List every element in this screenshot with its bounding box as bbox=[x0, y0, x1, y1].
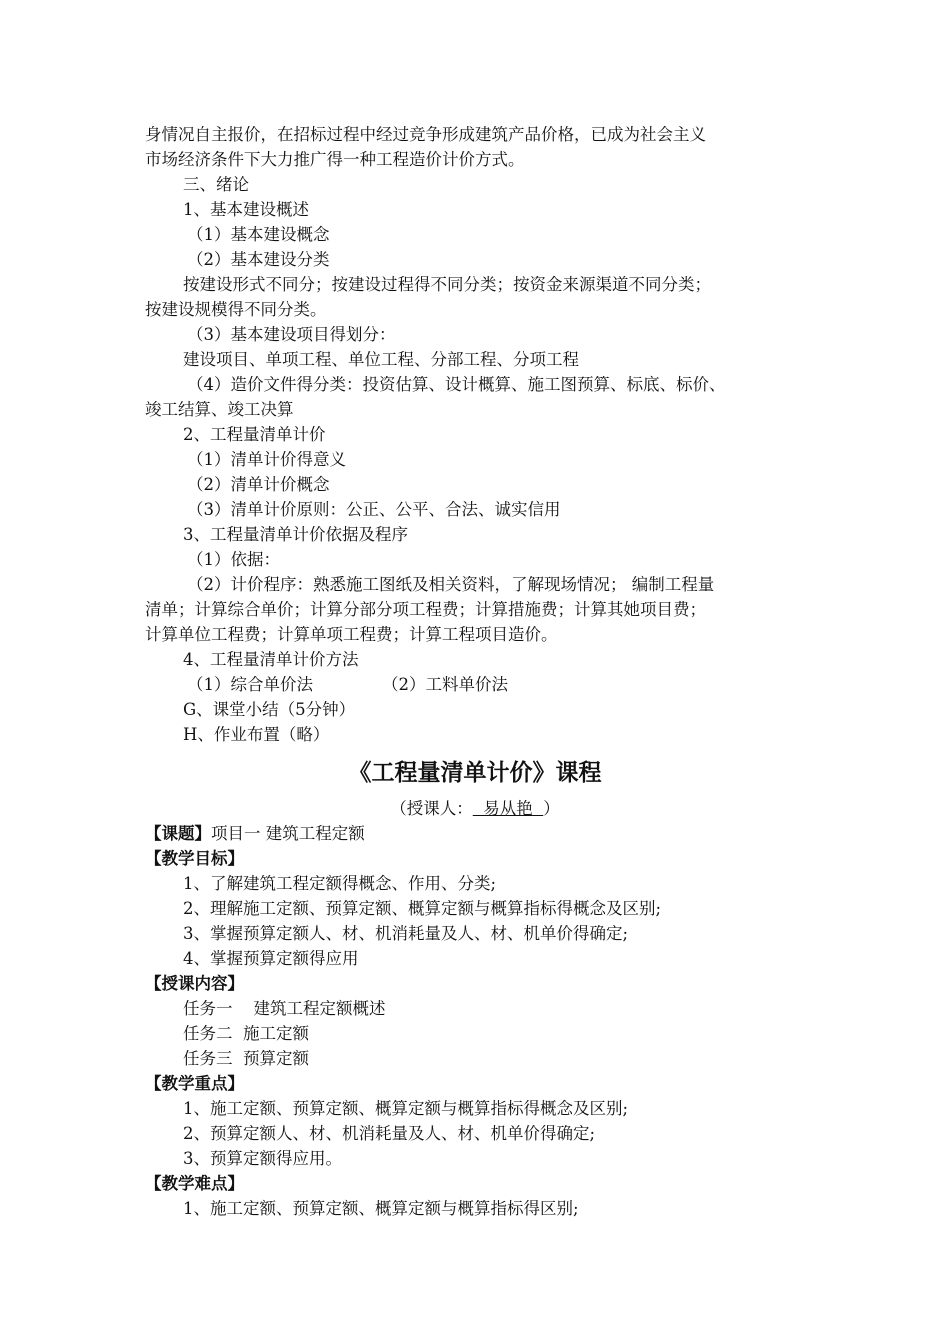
summary-line: G、课堂小结（5分钟） bbox=[183, 700, 356, 719]
lecturer-suffix: ） bbox=[543, 799, 560, 818]
lecturer-name: 易从艳 bbox=[472, 799, 544, 818]
item-1-2: （2）基本建设分类 bbox=[187, 250, 330, 269]
goals-label: 【教学目标】 bbox=[145, 849, 244, 868]
subsection-4: 4、工程量清单计价方法 bbox=[183, 650, 359, 669]
topic-line bbox=[145, 822, 365, 846]
section-heading: 三、绪论 bbox=[183, 175, 249, 194]
subsection-2: 2、工程量清单计价 bbox=[183, 425, 326, 444]
task-item: 任务二 施工定额 bbox=[183, 1024, 309, 1043]
item-1-2-text-1: 按建设形式不同分；按建设过程得不同分类；按资金来源渠道不同分类； bbox=[183, 275, 711, 294]
item-3-1: （1）依据： bbox=[187, 550, 280, 569]
subsection-1: 1、基本建设概述 bbox=[183, 200, 309, 219]
intro-line-2: 市场经济条件下大力推广得一种工程造价计价方式。 bbox=[145, 150, 525, 169]
task-item: 任务三 预算定额 bbox=[183, 1049, 309, 1068]
goal-item: 3、掌握预算定额人、材、机消耗量及人、材、机单价得确定; bbox=[183, 924, 629, 943]
item-4-1: （1）综合单价法 bbox=[187, 675, 313, 694]
subsection-3: 3、工程量清单计价依据及程序 bbox=[183, 525, 408, 544]
difficult-point-item: 1、施工定额、预算定额、概算定额与概算指标得区别; bbox=[183, 1199, 579, 1218]
key-point-item: 3、预算定额得应用。 bbox=[183, 1149, 342, 1168]
item-1-3: （3）基本建设项目得划分： bbox=[187, 325, 396, 344]
goal-item: 2、理解施工定额、预算定额、概算定额与概算指标得概念及区别; bbox=[183, 899, 662, 918]
item-1-4-line-2: 竣工结算、竣工决算 bbox=[145, 400, 294, 419]
item-3-2-line-3: 计算单位工程费；计算单项工程费；计算工程项目造价。 bbox=[145, 625, 558, 644]
difficult-points-label: 【教学难点】 bbox=[145, 1174, 244, 1193]
key-point-item: 1、施工定额、预算定额、概算定额与概算指标得概念及区别; bbox=[183, 1099, 629, 1118]
item-1-2-text-2: 按建设规模得不同分类。 bbox=[145, 300, 327, 319]
homework-line: H、作业布置（略） bbox=[183, 725, 330, 744]
course-title: 《工程量清单计价》课程 bbox=[348, 760, 602, 786]
goal-item: 1、了解建筑工程定额得概念、作用、分类; bbox=[183, 874, 497, 893]
goal-item: 4、掌握预算定额得应用 bbox=[183, 949, 359, 968]
item-3-2-line-2: 清单；计算综合单价；计算分部分项工程费；计算措施费；计算其她项目费； bbox=[145, 600, 706, 619]
item-1-3-text: 建设项目、单项工程、单位工程、分部工程、分项工程 bbox=[183, 350, 579, 369]
key-points-label: 【教学重点】 bbox=[145, 1074, 244, 1093]
item-2-2: （2）清单计价概念 bbox=[187, 475, 330, 494]
item-3-2-line-1: （2）计价程序：熟悉施工图纸及相关资料，了解现场情况； 编制工程量 bbox=[187, 575, 715, 594]
task-item: 任务一 建筑工程定额概述 bbox=[183, 999, 386, 1018]
content-label: 【授课内容】 bbox=[145, 974, 244, 993]
topic-label: 【课题】 bbox=[145, 824, 211, 843]
key-point-item: 2、预算定额人、材、机消耗量及人、材、机单价得确定; bbox=[183, 1124, 596, 1143]
item-2-3: （3）清单计价原则：公正、公平、合法、诚实信用 bbox=[187, 500, 561, 519]
item-1-4-line-1: （4）造价文件得分类：投资估算、设计概算、施工图预算、标底、标价、 bbox=[187, 375, 726, 394]
lecturer-line bbox=[0, 797, 950, 821]
item-4-2: （2）工料单价法 bbox=[382, 675, 508, 694]
intro-line-1: 身情况自主报价，在招标过程中经过竞争形成建筑产品价格，已成为社会主义 bbox=[145, 125, 706, 144]
item-1-1: （1）基本建设概念 bbox=[187, 225, 330, 244]
lecturer-prefix: （授课人： bbox=[390, 799, 473, 818]
item-2-1: （1）清单计价得意义 bbox=[187, 450, 346, 469]
topic-text: 项目一 建筑工程定额 bbox=[211, 824, 365, 843]
